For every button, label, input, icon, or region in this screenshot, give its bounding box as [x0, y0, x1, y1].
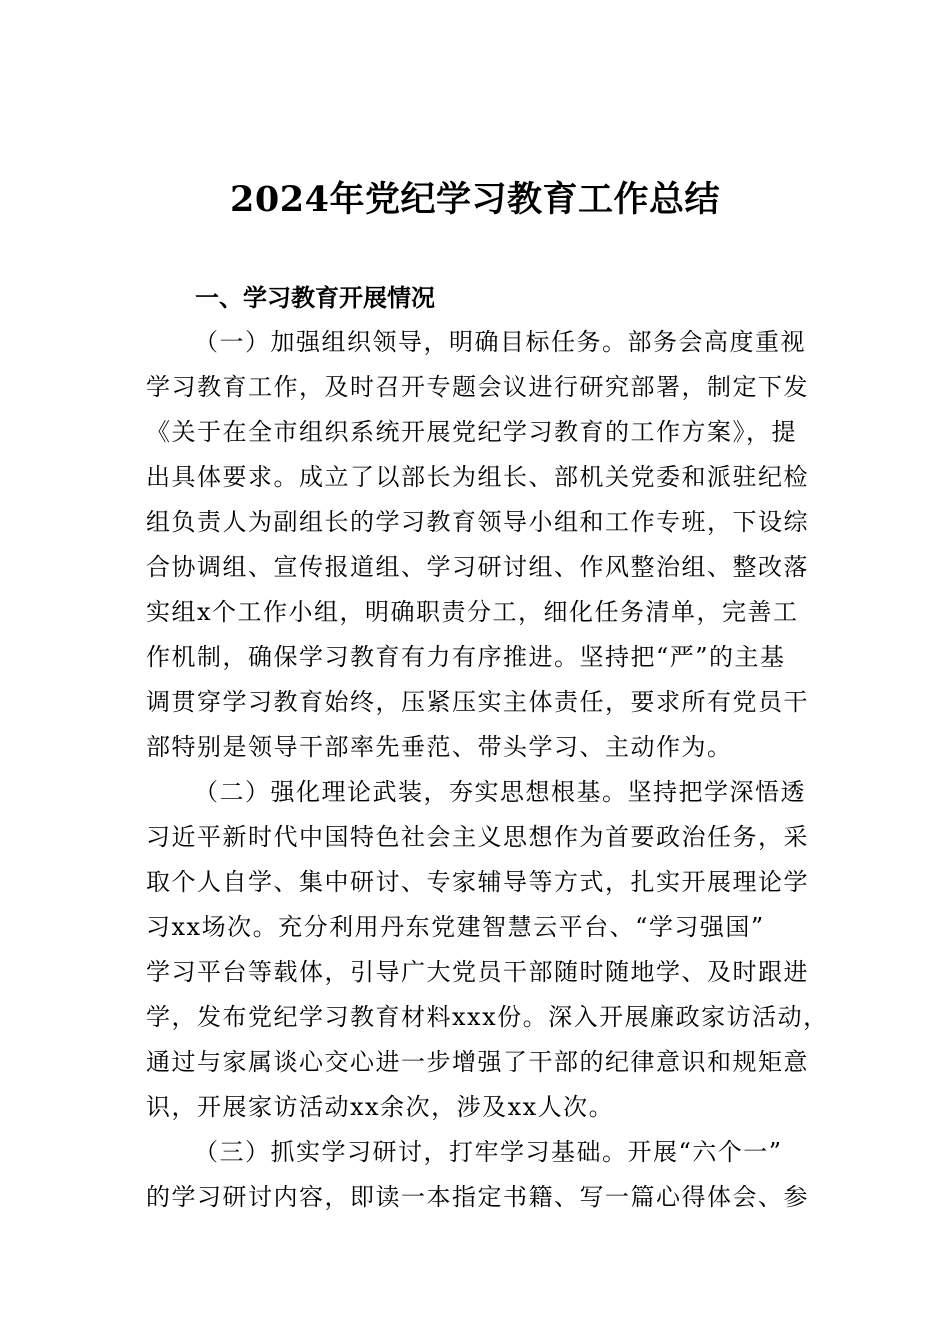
paragraph-line: 出具体要求。成立了以部长为组长、部机关党委和派驻纪检 [146, 463, 809, 491]
paragraph-line: 学习教育工作，及时召开专题会议进行研究部署，制定下发 [146, 373, 809, 401]
paragraph-3 [146, 1130, 809, 1220]
paragraph-1 [146, 320, 809, 770]
paragraph-line: 取个人自学、集中研讨、专家辅导等方式，扎实开展理论学 [146, 868, 809, 896]
document-title: 2024年党纪学习教育工作总结 [230, 179, 720, 220]
paragraph-2 [146, 770, 829, 1130]
paragraph-line: （一）加强组织领导，明确目标任务。部务会高度重视 [194, 328, 806, 356]
paragraph-line: （三）抓实学习研讨，打牢学习基础。开展“六个一” [194, 1138, 783, 1166]
paragraph-line: 识，开展家访活动xx余次，涉及xx人次。 [146, 1093, 615, 1121]
paragraph-line: 《关于在全市组织系统开展党纪学习教育的工作方案》，提 [146, 418, 797, 446]
paragraph-line: 习近平新时代中国特色社会主义思想作为首要政治任务，采 [146, 823, 809, 851]
paragraph-line: 组负责人为副组长的学习教育领导小组和工作专班，下设综 [146, 508, 809, 536]
paragraph-line: 调贯穿学习教育始终，压紧压实主体责任，要求所有党员干 [146, 688, 809, 716]
paragraph-line: 合协调组、宣传报道组、学习研讨组、作风整治组、整改落 [146, 553, 809, 581]
paragraph-line: （二）强化理论武装，夯实思想根基。坚持把学深悟透 [194, 778, 806, 806]
paragraph-line: 通过与家属谈心交心进一步增强了干部的纪律意识和规矩意 [146, 1048, 809, 1076]
section-heading: 一、学习教育开展情况 [195, 284, 435, 312]
paragraph-line: 的学习研讨内容，即读一本指定书籍、写一篇心得体会、参 [146, 1183, 809, 1211]
paragraph-line: 实组x个工作小组，明确职责分工，细化任务清单，完善工 [146, 598, 799, 626]
document-body [146, 320, 829, 1220]
paragraph-line: 部特别是领导干部率先垂范、带头学习、主动作为。 [146, 733, 733, 761]
paragraph-line: 学，发布党纪学习教育材料xxx份。深入开展廉政家访活动， [146, 1003, 829, 1031]
paragraph-line: 学习平台等载体，引导广大党员干部随时随地学、及时跟进 [146, 958, 809, 986]
paragraph-line: 习xx场次。充分利用丹东党建智慧云平台、“学习强国” [146, 913, 765, 941]
paragraph-line: 作机制，确保学习教育有力有序推进。坚持把“严”的主基 [146, 643, 786, 671]
